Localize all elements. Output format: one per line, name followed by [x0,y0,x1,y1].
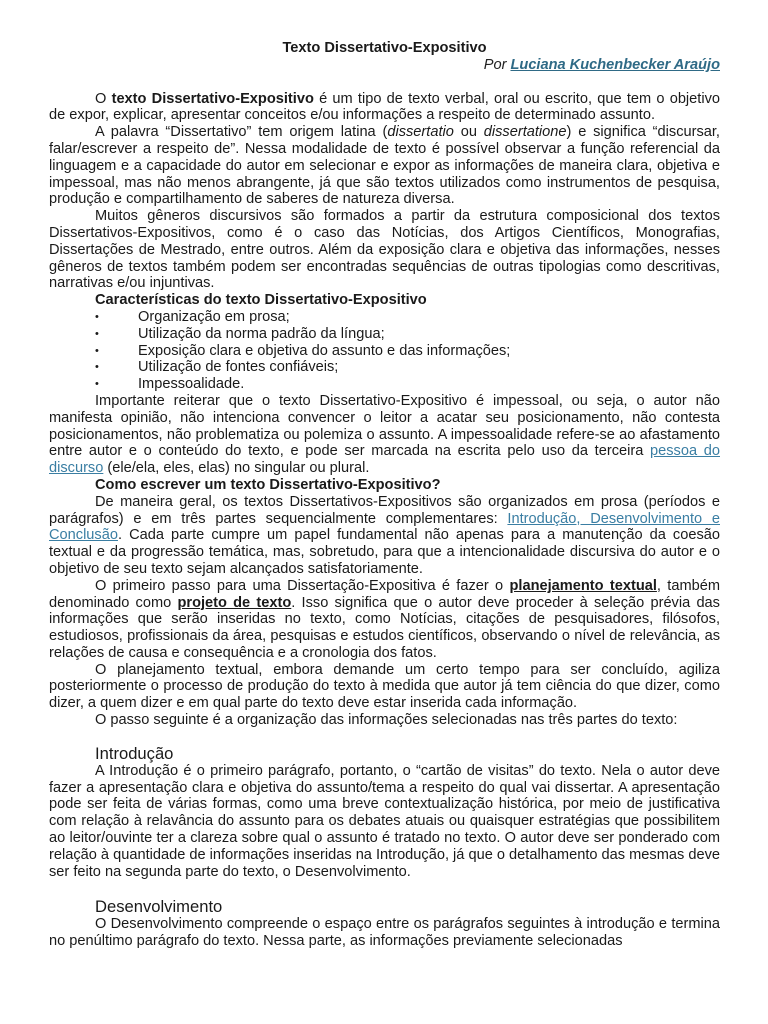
italic-term: dissertatione [483,124,567,141]
parts-link[interactable]: Introdução, Desenvolvimento e Conclusão [49,510,720,544]
howto-paragraph-1 [49,494,720,578]
characteristics-list [49,309,720,393]
list-item: • Utilização de fontes confiáveis; [49,359,720,376]
howto-heading: Como escrever um texto Dissertativo-Expositivo? [95,476,441,493]
bold-term: texto Dissertativo-Expositivo [111,90,314,107]
text-run: . Isso significa que o autor deve proceder à seleção prévia das informações que serão inseridas no texto, como Notícias, citações de pesquisadores, filósofos, estudiosos, profissionais da área, pesquisas e estudos científicos, observando o nível de relevância, as relações de causa e consequência e a cronologia dos fatos. [49,594,720,661]
text-run: é um tipo de texto verbal, oral ou escrito, que tem o objetivo de expor, explicar, apresentar conceitos e/ou informações a respeito de determinado assunto. [49,90,721,124]
italic-term: dissertatio [387,124,454,141]
intro-paragraph-3: Muitos gêneros discursivos são formados a partir da estrutura composicional dos textos Dissertativos-Expositivos, como é o caso das Notícias, dos Artigos Científicos, Monografias, Dissertações de Mestrado, entre outros. Além da exposição clara e objetiva das informações, nesses gêneros de textos também podem ser encontradas sequências de outras tipologias como descritivas, narrativas e/ou injuntivas. [49,208,720,292]
author-byline [49,57,720,74]
text-run: Importante reiterar que o texto Dissertativo-Expositivo é impessoal, ou seja, o autor não manifesta opinião, não intenciona convencer o leitor a acatar seu posicionamento, não contesta posicionamentos, não problematiza ou polemiza o assunto. A impessoalidade refere-se ao afastamento entre autor e o conteúdo do texto, e pode ser marcada na escrita pelo uso da terceira [49,392,720,460]
text-run: (ele/ela, eles, elas) no singular ou plural. [103,460,370,477]
howto-paragraph-4: O passo seguinte é a organização das informações selecionadas nas três partes do texto: [95,712,678,729]
text-run: ou [453,124,484,141]
byline-prefix: Por [483,56,511,73]
text-run: ) e significa “discursar, falar/escrever a respeito de”. Nessa modalidade de texto é possível observar a função referencial da linguagem e a capacidade do autor em selecionar e expor as informações de maneira clara, objetiva e impessoal, mas não menos abrangente, já que são textos utilizados como instrumentos de pesquisa, produção e compartilhamento de saberes de natureza diversa. [49,124,720,208]
planejamento-textual-term: planejamento textual [509,577,657,594]
howto-paragraph-3: O planejamento textual, embora demande um certo tempo para ser concluído, agiliza posteriormente o processo de produção do texto à medida que autor já tem ciência do que dizer, como dizer, a quem dizer e em qual parte do texto deve estar inserida cada informação. [49,661,720,712]
desenvolvimento-heading: Desenvolvimento [95,897,223,917]
document-title: Texto Dissertativo-Expositivo [282,40,487,56]
pessoa-do-discurso-link[interactable]: pessoa do discurso [49,443,720,477]
introducao-paragraph: A Introdução é o primeiro parágrafo, portanto, o “cartão de visitas” do texto. Nela o autor deve fazer a apresentação clara e objetiva do assunto/tema a respeito do qual vai dissertar. A apresentação pode ser feita de várias formas, como uma breve contextualização histórica, por meio de justificativa com relação à relavância do assunto para os debates atuais ou quaisquer estratégias que possibilitem ao leitor/ouvinte ter a clareza sobre qual o assunto é tratado no texto. O autor deve ser ponderado com relação à quantidade de informações inseridas na Introdução, já que o detalhamento das mesmas deve ser feito na segunda parte do texto, o Desenvolvimento. [49,762,720,880]
text-run: , também denominado como [49,577,720,611]
author-link[interactable]: Luciana Kuchenbecker Araújo [510,56,720,73]
text-run: O primeiro passo para uma Dissertação-Expositiva é fazer o [95,577,510,594]
intro-paragraph-1 [49,91,720,125]
list-item: • Organização em prosa; [49,309,720,326]
text-run: De maneira geral, os textos Dissertativos-Expositivos são organizados em prosa (períodos e parágrafos) e em três partes sequencialmente complementares: [49,493,720,527]
howto-paragraph-2 [49,578,720,662]
projeto-de-texto-term: projeto de texto [177,594,292,611]
characteristics-heading: Características do texto Dissertativo-Expositivo [95,292,427,309]
introducao-heading: Introdução [95,743,174,763]
spacer [49,74,720,91]
intro-paragraph-2 [49,124,720,208]
text-run: . Cada parte cumpre um papel fundamental não apenas para a manutenção da coesão textual e da progressão temática, mas, sobretudo, para que a intencionalidade discursiva do autor e o objetivo de seu texto sejam alcançados satisfatoriamente. [49,527,720,577]
text-run: A palavra “Dissertativo” tem origem latina ( [95,124,388,141]
list-item: • Impessoalidade. [49,376,720,393]
list-item: • Utilização da norma padrão da língua; [49,326,720,343]
desenvolvimento-paragraph: O Desenvolvimento compreende o espaço entre os parágrafos seguintes à introdução e termina no penúltimo parágrafo do texto. Nessa parte, as informações previamente selecionadas [49,916,720,950]
text-run: O [95,90,112,107]
impersonality-paragraph [49,393,720,477]
list-item: • Exposição clara e objetiva do assunto e das informações; [49,343,720,360]
